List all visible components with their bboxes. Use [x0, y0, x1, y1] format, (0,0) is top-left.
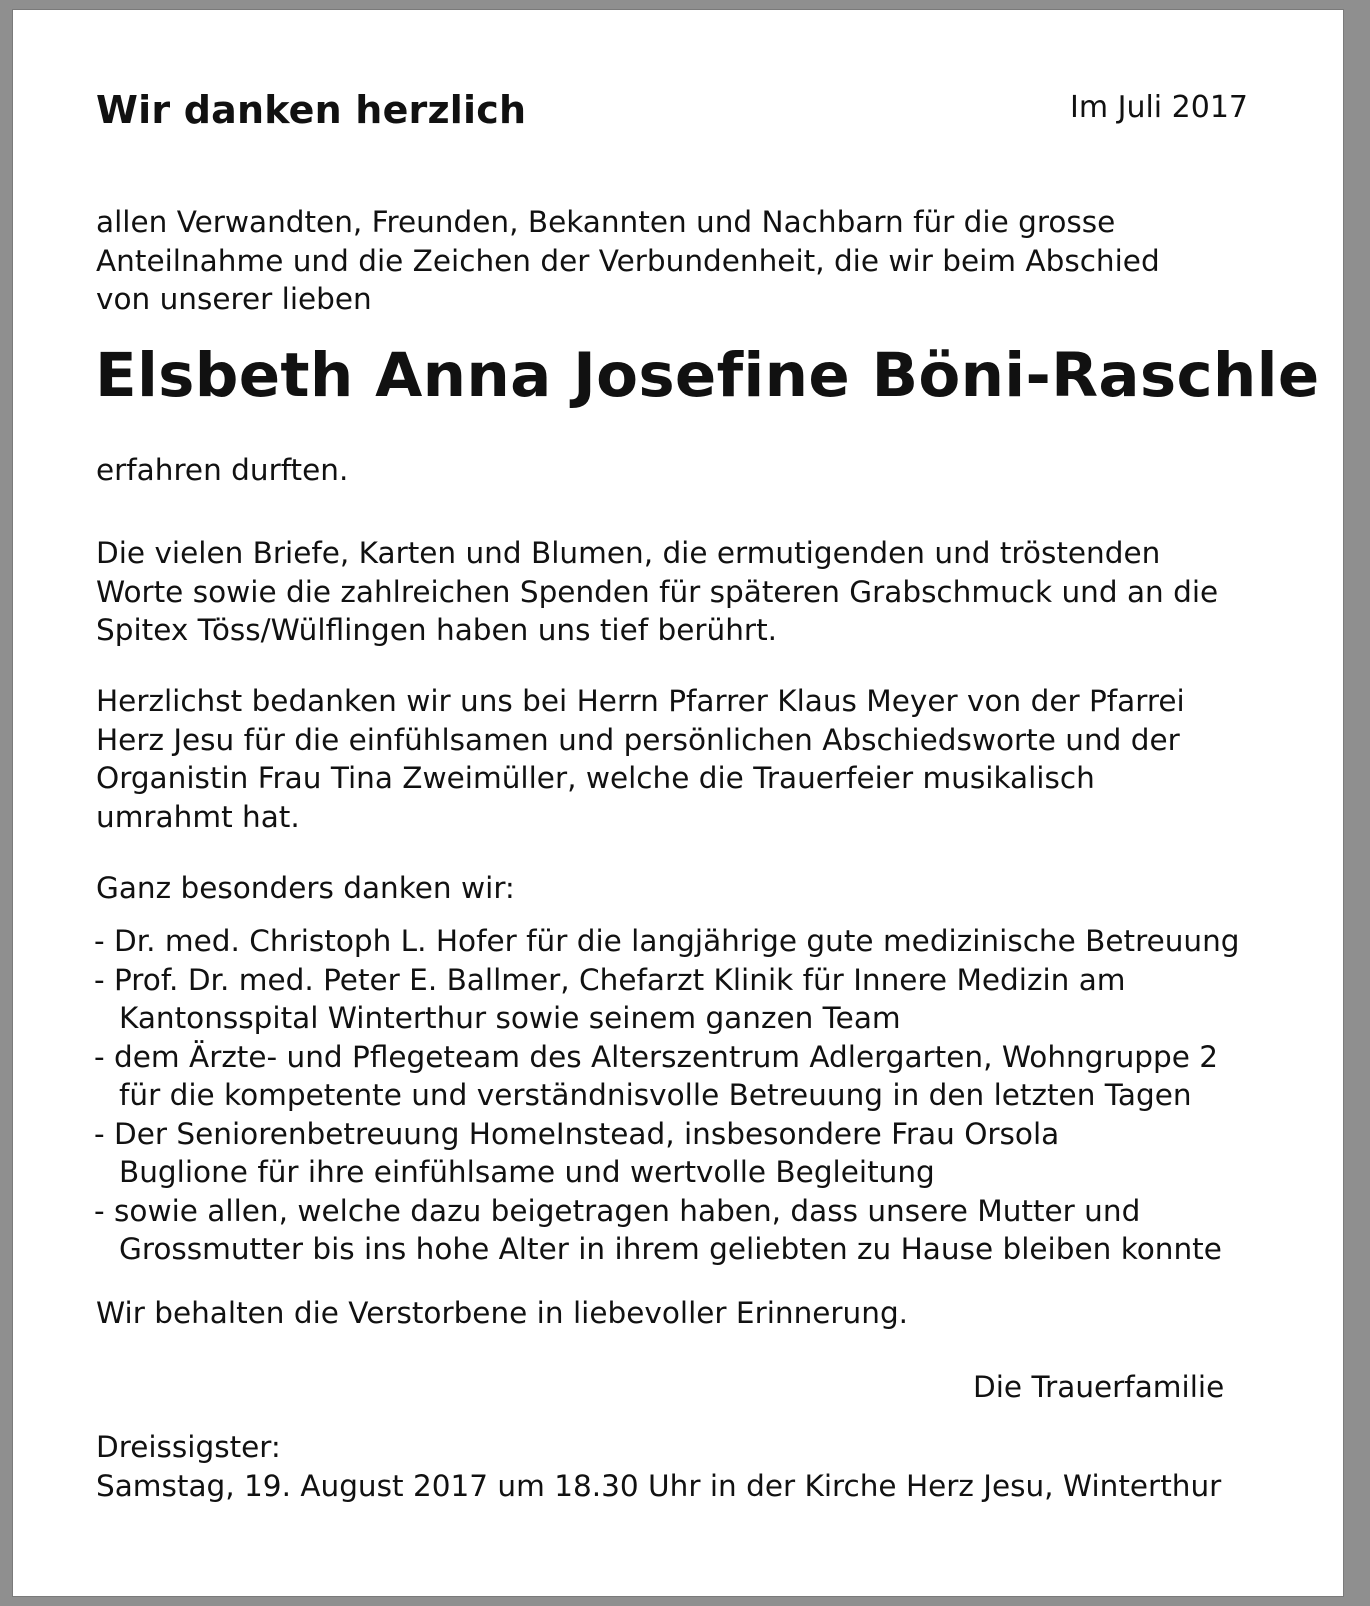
closing-text — [96, 1294, 908, 1333]
memorial-details: Samstag, 19. August 2017 um 18.30 Uhr in der Kirche Herz Jesu, Winterthur — [96, 1468, 1222, 1503]
closing-line: Wir behalten die Verstorbene in liebevoller Erinnerung. — [96, 1296, 909, 1330]
memorial-label: Dreissigster: — [96, 1430, 281, 1464]
list-item — [94, 1038, 1240, 1115]
list-item-line: - Dr. med. Christoph L. Hofer für die langjährige gute medizinische Betreuung — [94, 924, 1240, 958]
paragraph-line: Worte sowie die zahlreichen Spenden für späteren Grabschmuck und an die — [96, 574, 1219, 609]
intro-line: von unserer lieben — [96, 282, 372, 316]
paragraph-line: Spitex Töss/Wülflingen haben uns tief berührt. — [96, 613, 778, 647]
list-item-line: Buglione für ihre einfühlsame und wertvolle Begleitung — [119, 1155, 935, 1189]
thanks-paragraph-pastor — [96, 682, 1185, 836]
paragraph-line: Organistin Frau Tina Zweimüller, welche die Trauerfeier musikalisch — [96, 761, 1095, 795]
list-item — [94, 961, 1240, 1038]
paragraph-line: Herz Jesu für die einfühlsamen und persönlichen Abschiedsworte und der — [96, 722, 1180, 757]
deceased-name: Elsbeth Anna Josefine Böni-Raschle — [95, 340, 1320, 411]
notice-date: Im Juli 2017 — [1070, 90, 1249, 125]
intro-line: Anteilnahme und die Zeichen der Verbundenheit, die wir beim Abschied — [96, 243, 1160, 278]
thanks-list — [94, 922, 1240, 1269]
paragraph-line: Herzlichst bedanken wir uns bei Herrn Pfarrer Klaus Meyer von der Pfarrei — [96, 684, 1185, 718]
list-item-line: - Prof. Dr. med. Peter E. Ballmer, Chefarzt Klinik für Innere Medizin am — [94, 962, 1126, 997]
list-item — [94, 1115, 1240, 1192]
list-item-line: Grossmutter bis ins hohe Alter in ihrem geliebten zu Hause bleiben konnte — [119, 1232, 1222, 1266]
after-name-line: erfahren durften. — [96, 453, 349, 487]
list-item-line: - Der Seniorenbetreuung HomeInstead, insbesondere Frau Orsola — [94, 1116, 1060, 1151]
special-thanks-intro — [96, 869, 515, 908]
special-thanks-line: Ganz besonders danken wir: — [96, 871, 515, 905]
notice-heading: Wir danken herzlich — [96, 88, 527, 132]
obituary-notice — [12, 9, 1344, 1597]
paragraph-line: umrahmt hat. — [96, 799, 300, 834]
list-item-line: - dem Ärzte- und Pflegeteam des Alterszentrum Adlergarten, Wohngruppe 2 — [94, 1039, 1219, 1074]
list-item-line: - sowie allen, welche dazu beigetragen haben, dass unsere Mutter und — [94, 1193, 1141, 1228]
signature: Die Trauerfamilie — [973, 1370, 1225, 1404]
intro-line: allen Verwandten, Freunden, Bekannten und Nachbarn für die grosse — [96, 205, 1116, 239]
list-item-line: für die kompetente und verständnisvolle Betreuung in den letzten Tagen — [119, 1078, 1192, 1112]
list-item-line: Kantonsspital Winterthur sowie seinem ganzen Team — [119, 1001, 901, 1035]
memorial-info — [96, 1428, 1221, 1505]
after-name-text — [96, 451, 348, 490]
list-item — [94, 1192, 1240, 1269]
intro-paragraph — [96, 203, 1160, 319]
paragraph-line: Die vielen Briefe, Karten und Blumen, die ermutigenden und tröstenden — [96, 536, 1161, 570]
list-item — [94, 922, 1240, 961]
thanks-paragraph-letters — [96, 534, 1218, 650]
